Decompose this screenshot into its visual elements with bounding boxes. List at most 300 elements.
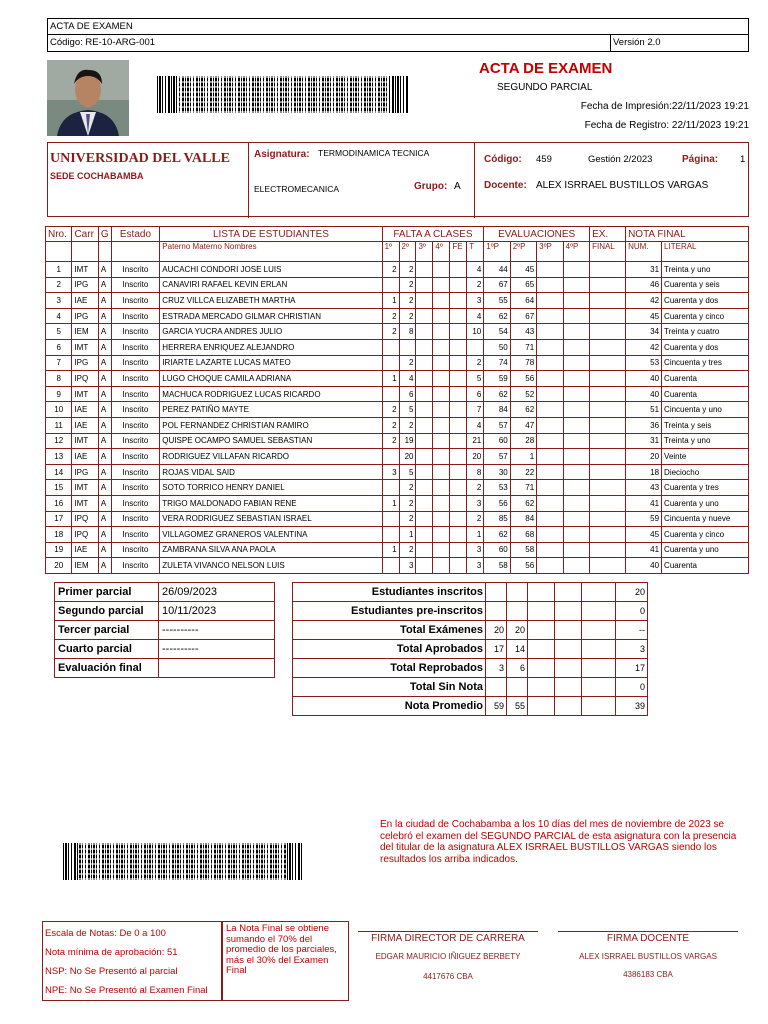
row-grade-p2: 71 <box>510 339 536 355</box>
row-career: IAE <box>72 293 98 309</box>
col-t: T <box>467 242 484 262</box>
row-final-exam <box>590 277 626 293</box>
row-absence-total <box>467 339 484 355</box>
stat-p4 <box>555 640 582 659</box>
row-student-name: SOTO TORRICO HENRY DANIEL <box>160 480 382 496</box>
row-absence-fe <box>450 277 467 293</box>
col-p4: 4ºP <box>563 242 589 262</box>
stat-p2: 6 <box>507 659 528 678</box>
row-group: A <box>98 293 111 309</box>
row-group: A <box>98 262 111 278</box>
row-absence-3 <box>416 417 433 433</box>
row-status: Inscrito <box>111 277 160 293</box>
date-row <box>55 659 275 678</box>
register-date: Fecha de Registro: 22/11/2023 19:21 <box>584 120 749 131</box>
row-absence-3 <box>416 386 433 402</box>
row-final-exam <box>590 433 626 449</box>
row-absence-3 <box>416 339 433 355</box>
group-value: A <box>454 181 461 192</box>
row-final-num: 41 <box>626 495 662 511</box>
row-grade-p1: 30 <box>484 464 510 480</box>
stat-row <box>293 583 648 602</box>
row-final-literal: Cuarenta <box>662 558 749 574</box>
row-absence-3 <box>416 433 433 449</box>
teacher-ci: 4386183 CBA <box>623 970 673 979</box>
exam-dates-table <box>54 582 275 678</box>
row-student-name: LUGO CHOQUE CAMILA ADRIANA <box>160 371 382 387</box>
row-absence-3 <box>416 495 433 511</box>
row-number: 10 <box>46 402 72 418</box>
row-absence-fe <box>450 417 467 433</box>
row-final-literal: Dieciocho <box>662 464 749 480</box>
row-grade-p3 <box>537 433 563 449</box>
row-absence-4 <box>433 558 450 574</box>
row-final-literal: Cuarenta y tres <box>662 480 749 496</box>
row-absence-3 <box>416 449 433 465</box>
row-career: IAE <box>72 417 98 433</box>
row-absence-2: 2 <box>399 355 416 371</box>
stat-row <box>293 640 648 659</box>
row-grade-p4 <box>563 480 589 496</box>
row-absence-2: 2 <box>399 293 416 309</box>
row-status: Inscrito <box>111 527 160 543</box>
row-absence-fe <box>450 308 467 324</box>
row-number: 11 <box>46 417 72 433</box>
row-grade-p2: 71 <box>510 480 536 496</box>
row-absence-2: 3 <box>399 558 416 574</box>
row-career: IEM <box>72 324 98 340</box>
row-absence-2: 2 <box>399 480 416 496</box>
row-group: A <box>98 495 111 511</box>
row-grade-p1: 84 <box>484 402 510 418</box>
stat-p3 <box>528 678 555 697</box>
row-absence-total: 2 <box>467 277 484 293</box>
row-number: 15 <box>46 480 72 496</box>
table-row <box>46 464 749 480</box>
row-absence-3 <box>416 308 433 324</box>
row-grade-p2: 22 <box>510 464 536 480</box>
col-f4: 4º <box>433 242 450 262</box>
row-student-name: TRIGO MALDONADO FABIAN RENE <box>160 495 382 511</box>
row-final-num: 40 <box>626 558 662 574</box>
row-number: 4 <box>46 308 72 324</box>
col-f3: 3º <box>416 242 433 262</box>
row-final-exam <box>590 371 626 387</box>
row-absence-1: 1 <box>382 293 399 309</box>
row-student-name: HERRERA ENRIQUEZ ALEJANDRO <box>160 339 382 355</box>
row-grade-p1: 53 <box>484 480 510 496</box>
row-grade-p2: 56 <box>510 371 536 387</box>
stat-final <box>582 640 616 659</box>
stat-p3 <box>528 697 555 716</box>
row-absence-2: 2 <box>399 542 416 558</box>
table-row <box>46 386 749 402</box>
row-absence-1 <box>382 355 399 371</box>
row-grade-p4 <box>563 293 589 309</box>
stat-label: Estudiantes inscritos <box>293 583 486 602</box>
row-grade-p4 <box>563 371 589 387</box>
row-final-exam <box>590 558 626 574</box>
col-f1: 1º <box>382 242 399 262</box>
row-grade-p2: 28 <box>510 433 536 449</box>
stat-p2: 14 <box>507 640 528 659</box>
row-absence-1 <box>382 449 399 465</box>
stat-nota-final: 3 <box>616 640 648 659</box>
row-absence-4 <box>433 449 450 465</box>
row-grade-p2: 62 <box>510 402 536 418</box>
closing-statement: En la ciudad de Cochabamba a los 10 días del mes de noviembre de 2023 se celebró el examen del SEGUNDO PARCIAL de esta asignatura con la presencia del titular de la asignatura ALEX ISRRAEL BUSTILLOS VARGAS siendo los resultados los arriba indicados. <box>380 819 737 865</box>
row-absence-3 <box>416 558 433 574</box>
code-value: 459 <box>536 154 552 165</box>
row-grade-p1: 60 <box>484 542 510 558</box>
date-label: Segundo parcial <box>55 602 159 621</box>
row-final-literal: Treinta y uno <box>662 433 749 449</box>
row-absence-fe <box>450 464 467 480</box>
col-paterno: Paterno Materno Nombres <box>160 242 382 262</box>
row-final-num: 20 <box>626 449 662 465</box>
stat-final <box>582 621 616 640</box>
col-fe: FE <box>450 242 467 262</box>
row-absence-total: 1 <box>467 527 484 543</box>
page-number: 1 <box>740 154 746 165</box>
row-absence-4 <box>433 464 450 480</box>
row-absence-total: 2 <box>467 355 484 371</box>
row-absence-1: 2 <box>382 402 399 418</box>
row-final-literal: Cuarenta <box>662 386 749 402</box>
table-row <box>46 495 749 511</box>
row-final-num: 34 <box>626 324 662 340</box>
row-career: IMT <box>72 495 98 511</box>
row-grade-p3 <box>537 417 563 433</box>
row-group: A <box>98 417 111 433</box>
row-absence-1 <box>382 277 399 293</box>
row-absence-1 <box>382 511 399 527</box>
row-status: Inscrito <box>111 558 160 574</box>
row-final-num: 45 <box>626 308 662 324</box>
row-final-exam <box>590 386 626 402</box>
row-final-exam <box>590 511 626 527</box>
row-final-num: 46 <box>626 277 662 293</box>
row-student-name: CRUZ VILLCA ELIZABETH MARTHA <box>160 293 382 309</box>
stat-nota-final: 0 <box>616 678 648 697</box>
stat-final <box>582 678 616 697</box>
row-career: IMT <box>72 480 98 496</box>
table-row <box>46 324 749 340</box>
row-career: IPG <box>72 355 98 371</box>
row-status: Inscrito <box>111 402 160 418</box>
row-absence-3 <box>416 324 433 340</box>
row-number: 16 <box>46 495 72 511</box>
row-final-exam <box>590 324 626 340</box>
date-value: 26/09/2023 <box>159 583 275 602</box>
stat-p1 <box>486 678 507 697</box>
barcode-top <box>157 76 409 113</box>
row-final-exam <box>590 293 626 309</box>
date-label: Tercer parcial <box>55 621 159 640</box>
row-absence-total: 20 <box>467 449 484 465</box>
barcode-bottom <box>63 843 303 880</box>
row-student-name: VILLAGOMEZ GRANEROS VALENTINA <box>160 527 382 543</box>
row-final-exam <box>590 527 626 543</box>
row-absence-4 <box>433 402 450 418</box>
row-absence-1: 2 <box>382 417 399 433</box>
stat-nota-final: -- <box>616 621 648 640</box>
director-name: EDGAR MAURICIO IÑIGUEZ BERBETY <box>375 952 521 961</box>
teacher-name: ALEX ISRRAEL BUSTILLOS VARGAS <box>536 180 709 191</box>
row-grade-p1: 57 <box>484 417 510 433</box>
date-label: Cuarto parcial <box>55 640 159 659</box>
row-student-name: PEREZ PATIÑO MAYTE <box>160 402 382 418</box>
row-grade-p2: 68 <box>510 527 536 543</box>
row-absence-4 <box>433 417 450 433</box>
row-final-literal: Cincuenta y tres <box>662 355 749 371</box>
row-grade-p3 <box>537 262 563 278</box>
stat-p2 <box>507 602 528 621</box>
row-absence-1: 2 <box>382 324 399 340</box>
row-absence-fe <box>450 402 467 418</box>
table-row <box>46 542 749 558</box>
stat-p4 <box>555 678 582 697</box>
row-status: Inscrito <box>111 371 160 387</box>
row-absence-1 <box>382 480 399 496</box>
row-status: Inscrito <box>111 308 160 324</box>
teacher-signature-name: ALEX ISRRAEL BUSTILLOS VARGAS <box>579 952 717 961</box>
row-group: A <box>98 371 111 387</box>
table-row <box>46 433 749 449</box>
stat-p3 <box>528 640 555 659</box>
col-lista: LISTA DE ESTUDIANTES <box>160 227 382 242</box>
row-absence-1 <box>382 527 399 543</box>
row-grade-p1: 60 <box>484 433 510 449</box>
row-grade-p4 <box>563 433 589 449</box>
row-student-name: ZULETA VIVANCO NELSON LUIS <box>160 558 382 574</box>
row-absence-2 <box>399 339 416 355</box>
row-absence-3 <box>416 402 433 418</box>
teacher-label: Docente: <box>484 180 527 191</box>
col-falta: FALTA A CLASES <box>382 227 484 242</box>
col-final: FINAL <box>590 242 626 262</box>
row-absence-fe <box>450 371 467 387</box>
row-absence-2: 4 <box>399 371 416 387</box>
row-group: A <box>98 402 111 418</box>
row-final-literal: Cuarenta y dos <box>662 293 749 309</box>
row-grade-p1: 74 <box>484 355 510 371</box>
row-absence-3 <box>416 542 433 558</box>
row-grade-p4 <box>563 464 589 480</box>
legend-scale: Escala de Notas: De 0 a 100 <box>45 928 166 939</box>
date-row <box>55 583 275 602</box>
row-number: 14 <box>46 464 72 480</box>
row-student-name: IRIARTE LAZARTE LUCAS MATEO <box>160 355 382 371</box>
row-absence-4 <box>433 480 450 496</box>
row-absence-total: 3 <box>467 293 484 309</box>
row-absence-4 <box>433 511 450 527</box>
career-value: ELECTROMECANICA <box>254 184 340 194</box>
row-status: Inscrito <box>111 339 160 355</box>
date-label: Evaluación final <box>55 659 159 678</box>
row-grade-p4 <box>563 495 589 511</box>
row-absence-2: 2 <box>399 417 416 433</box>
stat-label: Total Sin Nota <box>293 678 486 697</box>
row-career: IPG <box>72 464 98 480</box>
row-final-num: 43 <box>626 480 662 496</box>
row-final-exam <box>590 355 626 371</box>
table-row <box>46 480 749 496</box>
row-group: A <box>98 480 111 496</box>
col-nota-final: NOTA FINAL <box>626 227 749 242</box>
col-ex: EX. <box>590 227 626 242</box>
row-absence-total: 5 <box>467 371 484 387</box>
row-student-name: VERA RODRIGUEZ SEBASTIAN ISRAEL <box>160 511 382 527</box>
row-final-literal: Cincuenta y nueve <box>662 511 749 527</box>
stat-row <box>293 621 648 640</box>
row-final-num: 40 <box>626 371 662 387</box>
row-grade-p1: 58 <box>484 558 510 574</box>
row-number: 17 <box>46 511 72 527</box>
row-final-exam <box>590 464 626 480</box>
table-row <box>46 293 749 309</box>
row-student-name: ESTRADA MERCADO GILMAR CHRISTIAN <box>160 308 382 324</box>
teacher-signature-title: FIRMA DOCENTE <box>606 933 690 944</box>
row-grade-p4 <box>563 542 589 558</box>
row-grade-p2: 62 <box>510 495 536 511</box>
row-status: Inscrito <box>111 480 160 496</box>
row-final-literal: Cuarenta y seis <box>662 277 749 293</box>
row-final-literal: Cuarenta y cinco <box>662 527 749 543</box>
row-grade-p3 <box>537 511 563 527</box>
row-final-num: 59 <box>626 511 662 527</box>
row-career: IPQ <box>72 511 98 527</box>
row-group: A <box>98 511 111 527</box>
row-grade-p3 <box>537 542 563 558</box>
row-absence-1: 1 <box>382 495 399 511</box>
row-final-num: 31 <box>626 433 662 449</box>
row-grade-p2: 52 <box>510 386 536 402</box>
row-grade-p2: 67 <box>510 308 536 324</box>
row-grade-p1: 50 <box>484 339 510 355</box>
col-literal: LITERAL <box>662 242 749 262</box>
table-row <box>46 355 749 371</box>
table-row <box>46 277 749 293</box>
row-grade-p2: 78 <box>510 355 536 371</box>
row-grade-p3 <box>537 277 563 293</box>
row-absence-3 <box>416 480 433 496</box>
stat-p3 <box>528 659 555 678</box>
row-absence-fe <box>450 558 467 574</box>
row-absence-3 <box>416 527 433 543</box>
table-row <box>46 558 749 574</box>
stat-final <box>582 659 616 678</box>
row-absence-1: 2 <box>382 433 399 449</box>
row-final-literal: Treinta y cuatro <box>662 324 749 340</box>
row-grade-p4 <box>563 262 589 278</box>
row-absence-total: 3 <box>467 495 484 511</box>
row-career: IMT <box>72 386 98 402</box>
row-final-num: 31 <box>626 262 662 278</box>
row-number: 9 <box>46 386 72 402</box>
row-absence-total: 4 <box>467 262 484 278</box>
row-grade-p2: 45 <box>510 262 536 278</box>
row-grade-p3 <box>537 293 563 309</box>
row-absence-1 <box>382 558 399 574</box>
row-grade-p1: 85 <box>484 511 510 527</box>
stat-label: Estudiantes pre-inscritos <box>293 602 486 621</box>
row-absence-total: 21 <box>467 433 484 449</box>
row-absence-2: 6 <box>399 386 416 402</box>
row-absence-fe <box>450 527 467 543</box>
stat-p4 <box>555 697 582 716</box>
date-value <box>159 659 275 678</box>
col-g: G <box>98 227 111 242</box>
stat-p4 <box>555 621 582 640</box>
director-ci: 4417676 CBA <box>423 972 473 981</box>
row-career: IMT <box>72 433 98 449</box>
row-group: A <box>98 277 111 293</box>
col-nro: Nro. <box>46 227 72 242</box>
row-group: A <box>98 386 111 402</box>
row-group: A <box>98 449 111 465</box>
row-final-exam <box>590 495 626 511</box>
campus-name: SEDE COCHABAMBA <box>50 171 144 181</box>
row-final-exam <box>590 542 626 558</box>
row-grade-p3 <box>537 495 563 511</box>
row-grade-p1: 54 <box>484 324 510 340</box>
row-career: IPQ <box>72 527 98 543</box>
row-grade-p1: 62 <box>484 386 510 402</box>
row-group: A <box>98 433 111 449</box>
group-label: Grupo: <box>414 181 448 192</box>
row-grade-p3 <box>537 480 563 496</box>
stat-label: Total Exámenes <box>293 621 486 640</box>
stat-p2 <box>507 678 528 697</box>
stat-p1 <box>486 583 507 602</box>
row-absence-4 <box>433 371 450 387</box>
document-header <box>47 18 749 52</box>
row-absence-fe <box>450 324 467 340</box>
statistics-table <box>292 582 648 716</box>
row-grade-p4 <box>563 386 589 402</box>
row-final-literal: Cincuenta y uno <box>662 402 749 418</box>
row-final-num: 51 <box>626 402 662 418</box>
row-career: IAE <box>72 542 98 558</box>
row-number: 19 <box>46 542 72 558</box>
grading-legend <box>42 921 222 1001</box>
row-grade-p2: 65 <box>510 277 536 293</box>
row-number: 12 <box>46 433 72 449</box>
table-row <box>46 308 749 324</box>
row-final-num: 40 <box>626 386 662 402</box>
stat-p4 <box>555 602 582 621</box>
col-f2: 2º <box>399 242 416 262</box>
row-status: Inscrito <box>111 511 160 527</box>
row-grade-p3 <box>537 402 563 418</box>
row-absence-1 <box>382 339 399 355</box>
row-absence-4 <box>433 495 450 511</box>
row-grade-p3 <box>537 339 563 355</box>
stat-final <box>582 697 616 716</box>
row-final-literal: Cuarenta y cinco <box>662 308 749 324</box>
page-label: Página: <box>682 154 719 165</box>
row-status: Inscrito <box>111 449 160 465</box>
stat-nota-final: 20 <box>616 583 648 602</box>
row-absence-total: 4 <box>467 417 484 433</box>
row-number: 20 <box>46 558 72 574</box>
row-grade-p3 <box>537 449 563 465</box>
row-final-exam <box>590 417 626 433</box>
col-carr: Carr <box>72 227 98 242</box>
row-grade-p4 <box>563 527 589 543</box>
row-grade-p1: 56 <box>484 495 510 511</box>
